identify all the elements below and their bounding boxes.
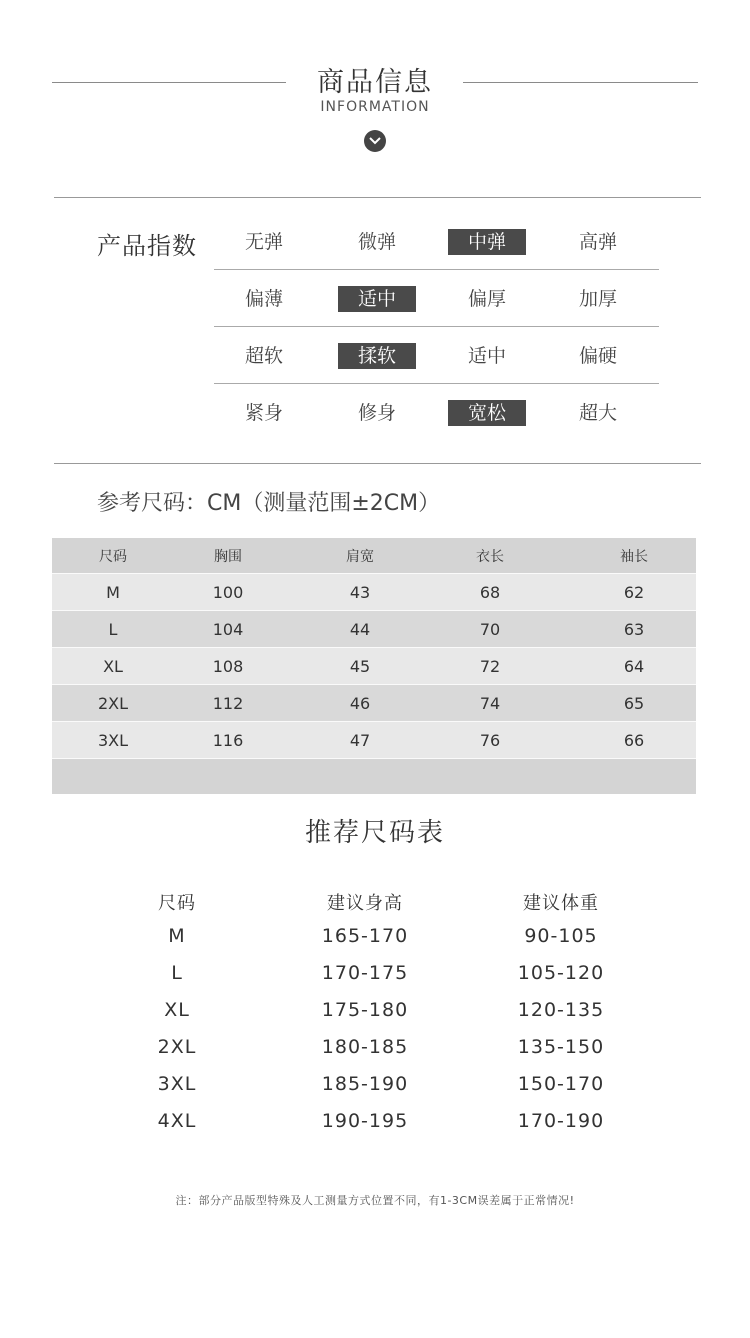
table-cell: 胸围 — [214, 548, 242, 565]
rec-cell: 3XL — [157, 1073, 197, 1095]
reference-size-table — [52, 538, 696, 794]
rec-cell: L — [171, 962, 183, 984]
table-cell: 72 — [479, 656, 501, 676]
header-title: 商品信息 — [317, 67, 433, 98]
table-cell: 43 — [349, 582, 371, 602]
index-option: 无弹 — [244, 231, 283, 253]
rec-cell: M — [168, 925, 186, 947]
rec-cell: 4XL — [157, 1110, 197, 1132]
table-cell: 63 — [623, 619, 645, 639]
table-cell: 45 — [349, 656, 371, 676]
index-option: 适中 — [467, 345, 506, 367]
index-row-divider — [214, 269, 659, 270]
table-row — [52, 611, 696, 648]
table-cell: 74 — [479, 693, 501, 713]
rec-cell: 105-120 — [517, 962, 605, 984]
table-cell: 2XL — [97, 693, 129, 713]
table-cell: 尺码 — [99, 548, 127, 565]
table-cell: 46 — [349, 693, 371, 713]
index-option: 宽松 — [448, 400, 526, 426]
table-cell: 47 — [349, 730, 371, 750]
table-cell: 肩宽 — [346, 548, 374, 565]
divider-top — [54, 197, 701, 198]
index-option: 中弹 — [448, 229, 526, 255]
table-cell: 76 — [479, 730, 501, 750]
table-cell: 袖长 — [620, 548, 648, 565]
rec-cell: 180-185 — [321, 1036, 409, 1058]
table-cell: 104 — [212, 619, 244, 639]
header-subtitle: INFORMATION — [320, 99, 430, 115]
divider-middle — [54, 463, 701, 464]
rec-cell: 170-190 — [517, 1110, 605, 1132]
index-option: 微弹 — [357, 231, 396, 253]
reference-size-label: 参考尺码：CM（测量范围±2CM） — [97, 491, 441, 516]
rec-cell: 190-195 — [321, 1110, 409, 1132]
index-option: 超大 — [578, 402, 617, 424]
rec-cell: 165-170 — [321, 925, 409, 947]
index-option: 紧身 — [244, 402, 283, 424]
product-index-label: 产品指数 — [97, 232, 197, 260]
recommended-size-title: 推荐尺码表 — [304, 818, 445, 848]
table-cell: 62 — [623, 582, 645, 602]
index-option: 偏薄 — [244, 288, 283, 310]
index-option: 超软 — [244, 345, 283, 367]
rec-cell: XL — [164, 999, 190, 1021]
index-option: 适中 — [338, 286, 416, 312]
index-row-divider — [214, 383, 659, 384]
footnote: 注：部分产品版型特殊及人工测量方式位置不同，有1-3CM误差属于正常情况! — [175, 1194, 575, 1207]
index-option: 修身 — [357, 402, 396, 424]
table-row — [52, 574, 696, 611]
table-row — [52, 722, 696, 759]
index-option: 偏厚 — [467, 288, 506, 310]
table-cell: 65 — [623, 693, 645, 713]
rec-cell: 170-175 — [321, 962, 409, 984]
rec-cell: 135-150 — [517, 1036, 605, 1058]
table-cell: 44 — [349, 619, 371, 639]
table-cell: 3XL — [97, 730, 129, 750]
table-cell: 66 — [623, 730, 645, 750]
table-cell: 衣长 — [476, 548, 504, 565]
index-option: 偏硬 — [578, 345, 617, 367]
table-cell: 70 — [479, 619, 501, 639]
rec-cell: 90-105 — [524, 925, 598, 947]
rec-cell: 150-170 — [517, 1073, 605, 1095]
table-header-row — [52, 538, 696, 574]
index-row-divider — [214, 326, 659, 327]
table-cell: XL — [103, 656, 123, 676]
table-cell: 112 — [212, 693, 244, 713]
rec-cell: 120-135 — [517, 999, 605, 1021]
rec-cell: 2XL — [157, 1036, 197, 1058]
table-row — [52, 648, 696, 685]
table-cell: M — [106, 582, 120, 602]
table-cell: 100 — [212, 582, 244, 602]
index-option: 加厚 — [578, 288, 617, 310]
table-cell: L — [108, 619, 118, 639]
table-row — [52, 685, 696, 722]
table-footer-row — [52, 759, 696, 794]
table-cell: 68 — [479, 582, 501, 602]
rec-cell: 185-190 — [321, 1073, 409, 1095]
table-cell: 116 — [212, 730, 244, 750]
chevron-down-icon — [364, 130, 386, 152]
index-option: 揉软 — [338, 343, 416, 369]
rec-cell: 175-180 — [321, 999, 409, 1021]
rec-header-cell: 尺码 — [158, 893, 196, 914]
index-option: 高弹 — [578, 231, 617, 253]
rec-header-cell: 建议体重 — [523, 893, 599, 914]
table-cell: 108 — [212, 656, 244, 676]
rec-header-cell: 建议身高 — [327, 893, 403, 914]
table-cell: 64 — [623, 656, 645, 676]
